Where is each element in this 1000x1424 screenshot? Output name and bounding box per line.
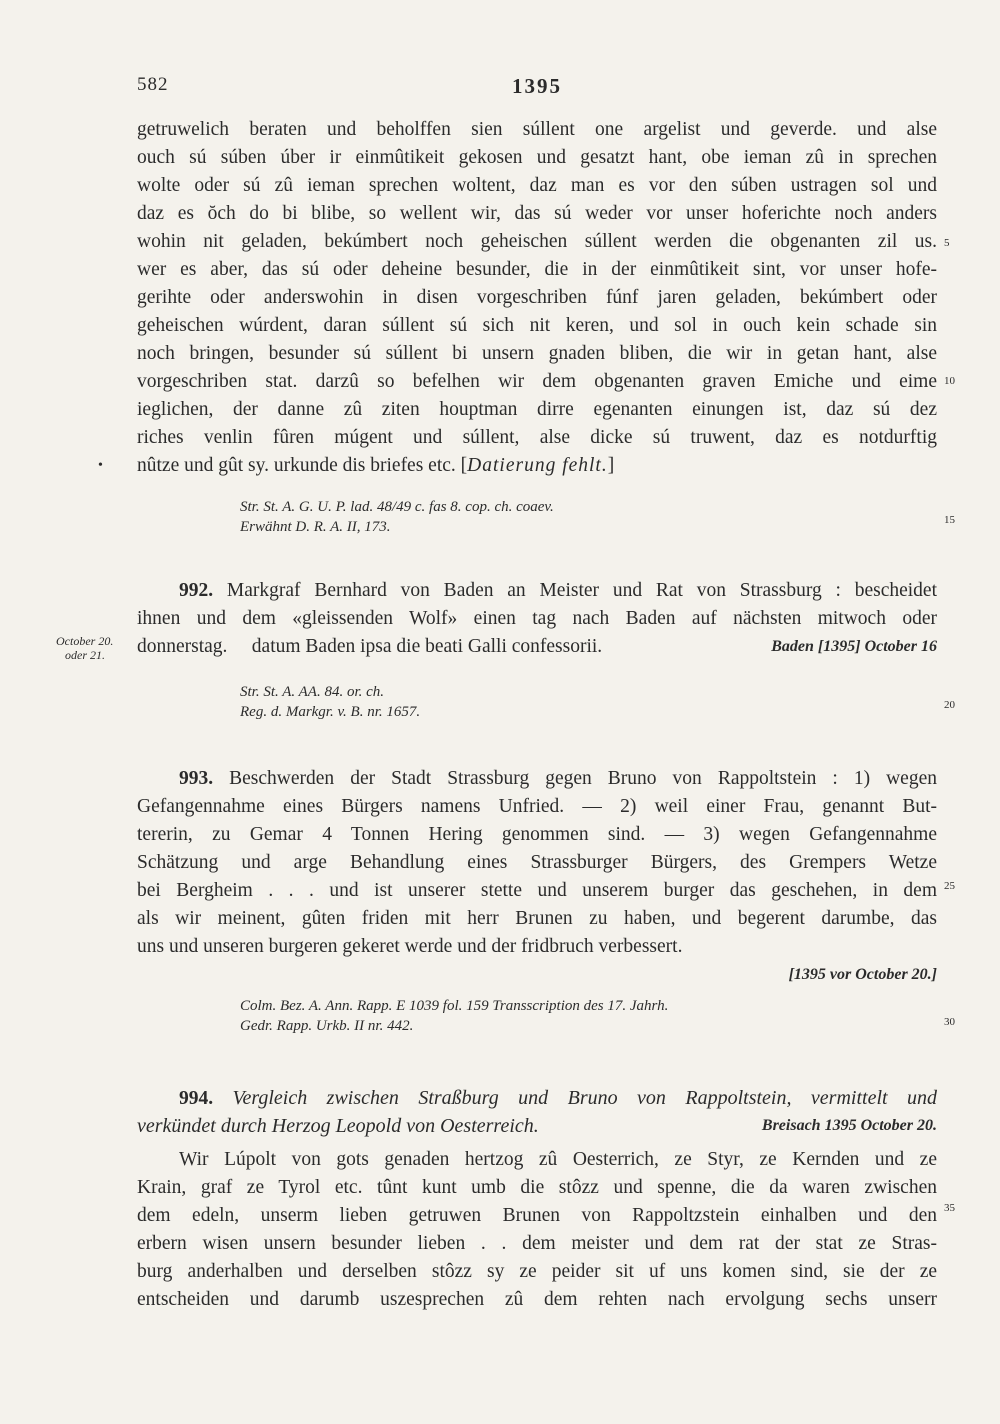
entry-number: 993. xyxy=(179,768,214,789)
text-line: daz es ŏch do bi blibe, so wellent wir, das sú weder vor unser hoferichte noch anders xyxy=(137,203,937,224)
text-line: Schätzung und arge Behandlung eines Strassburger Bürgers, des Grempers Wetze xyxy=(137,852,937,873)
entry-summary: Beschwerden der Stadt Strassburg gegen Bruno von Rappoltstein : 1) wegen xyxy=(229,768,937,789)
text-line: noch bringen, besunder sú súllent bi unsern gnaden bliben, die wir in getan hant, alse xyxy=(137,343,937,364)
text-line: erbern wisen unsern besunder lieben . . dem meister und dem rat der stat ze Stras- xyxy=(137,1233,937,1254)
editorial-note: Datierung fehlt. xyxy=(467,455,608,476)
text-line xyxy=(137,1084,937,1112)
line-number: 15 xyxy=(944,514,955,526)
text-run: Wir Lúpolt von gots genaden hertzog zû Oesterrich, ze Styr, ze Kernden und ze xyxy=(179,1149,937,1170)
entry-date: Baden [1395] October 16 xyxy=(771,638,937,655)
running-head-year: 1395 xyxy=(512,74,562,98)
line-number: 35 xyxy=(944,1202,955,1214)
entry-date: Breisach 1395 October 20. xyxy=(761,1117,937,1134)
entry-title: Vergleich zwischen Straßburg und Bruno von Rappoltstein, vermittelt und xyxy=(232,1087,937,1109)
line-number: 10 xyxy=(944,375,955,387)
text-line xyxy=(137,1112,937,1140)
source-line: Str. St. A. AA. 84. or. ch. xyxy=(240,684,385,700)
text-line: ieglichen, der danne zû ziten houptman dirre egenanten einungen ist, daz sú dez xyxy=(137,399,937,420)
entry-994 xyxy=(137,1084,937,1314)
text-line: wer es aber, das sú oder deheine besunder, die in der einmûtikeit sint, vor unser hofe- xyxy=(137,259,937,280)
text-line: gerihte oder anderswohin in disen vorgeschriben fúnf jaren geladen, bekúmbert oder xyxy=(137,287,937,308)
text-line: Gefangennahme eines Bürgers namens Unfried. — 2) weil einer Frau, genannt But- xyxy=(137,796,937,817)
entry-993 xyxy=(137,765,937,989)
page-number: 582 xyxy=(137,74,169,95)
entry-number: 994. xyxy=(179,1088,214,1109)
entry-992 xyxy=(137,577,937,661)
text-line: getruwelich beraten und beholffen sien súllent one argelist und geverde. und alse xyxy=(137,119,937,140)
margin-note-line: oder 21. xyxy=(65,648,105,662)
line-number: 5 xyxy=(944,237,950,249)
source-line: Erwähnt D. R. A. II, 173. xyxy=(240,519,391,535)
margin-note xyxy=(56,634,113,662)
text-run: donnerstag. datum Baden ipsa die beati Galli confessorii. xyxy=(137,636,603,657)
text-line: uns und unseren burgeren gekeret werde und der fridbruch verbessert. xyxy=(137,936,683,957)
text-line: dem edeln, unserm lieben getruwen Brunen von Rappoltzstein einhalben und den xyxy=(137,1205,937,1226)
margin-note-line: October 20. xyxy=(56,634,114,648)
margin-dot: • xyxy=(98,458,103,473)
entry-number: 992. xyxy=(179,580,214,601)
entry-summary: Markgraf Bernhard von Baden an Meister und Rat von Strassburg : bescheidet xyxy=(226,580,937,601)
line-number: 30 xyxy=(944,1016,955,1028)
sources-992 xyxy=(240,682,420,722)
text-line: tererin, zu Gemar 4 Tonnen Hering genommen sind. — 3) wegen Gefangennahme xyxy=(137,824,937,845)
text-line: geheischen wúrdent, daran súllent sú sich nit keren, und sol in ouch kein schade sin xyxy=(137,315,937,336)
source-line: Colm. Bez. A. Ann. Rapp. E 1039 fol. 159 Transscription des 17. Jahrh. xyxy=(240,998,669,1014)
page-header xyxy=(137,74,937,104)
source-line: Str. St. A. G. U. P. lad. 48/49 c. fas 8. cop. ch. coaev. xyxy=(240,499,554,515)
text-line: riches venlin fûren múgent und súllent, alse dicke sú truwent, daz es notdurftig xyxy=(137,427,937,448)
text-line: burg anderhalben und derselben stôzz sy ze peider sit uf uns komen sind, sie der ze xyxy=(137,1261,937,1282)
sources-993 xyxy=(240,996,668,1036)
text-line: wohin nit geladen, bekúmbert noch geheischen súllent werden die obgenanten zil us. xyxy=(137,231,937,252)
line-number: 20 xyxy=(944,699,955,711)
text-line xyxy=(137,577,937,605)
text-line: Krain, graf ze Tyrol etc. tûnt kunt umb die stôzz und spenne, die da waren zwischen xyxy=(137,1177,937,1198)
sources-991 xyxy=(240,497,554,537)
text-line: ihnen und dem «gleissenden Wolf» einen tag nach Baden auf nächsten mitwoch oder xyxy=(137,608,937,629)
text-run: nûtze und gût sy. urkunde dis briefes etc. [ xyxy=(137,455,468,476)
text-line: als wir meinent, gûten friden mit herr Brunen zu haben, und begerent darumbe, das xyxy=(137,908,937,929)
text-line: wolte oder sú zû ieman sprechen woltent, daz man es vor den súben ustragen sol und xyxy=(137,175,937,196)
entry-date: [1395 vor October 20.] xyxy=(788,966,937,983)
source-line: Gedr. Rapp. Urkb. II nr. 442. xyxy=(240,1018,414,1034)
text-line: bei Bergheim . . . und ist unserer stette und unserem burger das geschehen, in dem xyxy=(137,880,937,901)
source-line: Reg. d. Markgr. v. B. nr. 1657. xyxy=(240,704,421,720)
entry-title: verkündet durch Herzog Leopold von Oesterreich. xyxy=(137,1115,539,1137)
text-line: ouch sú súben úber ir einmûtikeit gekosen und gesatzt hant, obe ieman zû in sprechen xyxy=(137,147,937,168)
line-number: 25 xyxy=(944,880,955,892)
text-line-last xyxy=(137,452,937,480)
text-line xyxy=(137,765,937,793)
entry-991-continuation xyxy=(137,116,937,480)
text-line: vorgeschriben stat. darzû so befelhen wir dem obgenanten graven Emiche und eime xyxy=(137,371,937,392)
text-run: ] xyxy=(607,455,615,476)
text-line xyxy=(137,633,937,661)
text-line xyxy=(137,1146,937,1174)
text-line: entscheiden und darumb uszesprechen zû dem rehten nach ervolgung sechs unserr xyxy=(137,1289,937,1310)
